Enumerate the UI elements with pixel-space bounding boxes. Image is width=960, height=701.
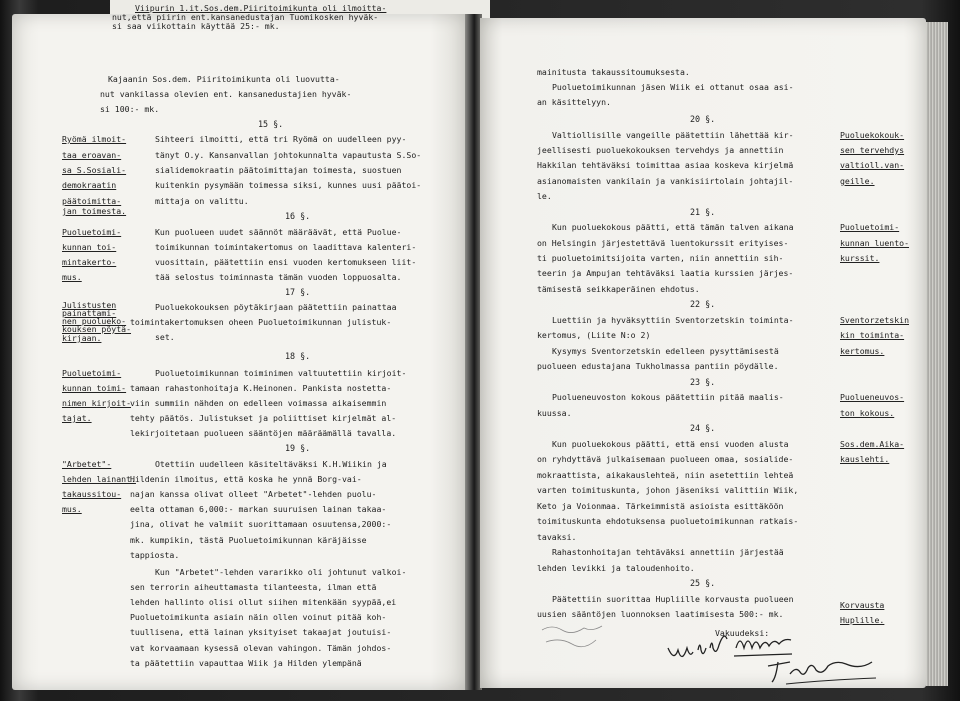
margin-note: kin toiminta- [840,330,905,340]
body-text-line: Kysymys Sventorzetskin edelleen pysyttämisestä [552,346,779,356]
body-text-line: Luettiin ja hyväksyttiin Sventorzetskin toiminta- [552,315,794,325]
margin-note: sen tervehdys [840,145,905,155]
signature-wiik [668,636,727,656]
body-text-line: Päätettiin suorittaa Hupliille korvausta puolueen [552,594,794,604]
body-text-line: jina, olivat he valmiit suorittamaan osuutensa,2000:- [130,519,392,529]
margin-note: päätoimitta- [62,196,122,206]
body-text-line: viin summiin nähden on edelleen voimassa aikaisemmin [130,398,387,408]
body-text-line: kuitenkin pysymään toimessa siksi, kunnes uusi päätoi- [155,180,422,190]
body-text-line: si 100:- mk. [100,104,160,114]
body-text-line: Rahastonhoitajan tehtäväksi annettiin järjestää [552,547,784,557]
body-text-line: uusien sääntöjen luonnoksen laatimisesta 500:- mk. [537,609,784,619]
margin-note: tajat. [62,413,92,423]
body-text-line: mittaja on valittu. [155,196,249,206]
body-text-line: le. [537,191,552,201]
margin-note: taa eroavan- [62,150,122,160]
body-text-line: Keto ja Voionmaa. Tärkeimmistä asioista esittäköön [537,501,784,511]
signature-taimin [768,662,876,684]
body-text-line: vuosittain, päätettiin ensi vuoden kertomukseen liit- [155,257,417,267]
body-text-line: vat korvaamaan kysessä olevan vahingon. Tämän johdos- [130,643,392,653]
margin-note: kertomus. [840,346,885,356]
body-text-line: tavaksi. [537,532,577,542]
margin-note: mus. [62,272,82,282]
margin-note: kauslehti. [840,454,890,464]
body-text-line: ta päätettiin vapauttaa Wiik ja Hilden ylempänä [130,658,362,668]
section-number: 24 §. [690,423,716,433]
body-text-line: tää selostus toiminnasta tämän vuoden loppuosalta. [155,272,402,282]
body-text-line: Kun puoluekokous päätti, että tämän talven aikana [552,222,794,232]
body-text-line: tamaan rahastonhoitaja K.Heinonen. Pankista nostetta- [130,383,392,393]
margin-note: geille. [840,176,875,186]
margin-note: Ryömä ilmoit- [62,134,127,144]
body-text-line: Kun puoluekokous päätti, että ensi vuoden alusta [552,439,789,449]
margin-note: kurssit. [840,253,880,263]
body-text-line: ti puoluetoimitsijoita varten, niin annettiin sih- [537,253,784,263]
margin-note: takaussitou- [62,489,122,499]
body-text-line: Puoluekokouksen pöytäkirjaan päätettiin painattaa [155,302,397,312]
margin-note: nen puolueko- [62,316,127,326]
body-text-line: mokraattista, aikakauslehteä, niin asetettiin lehteä [537,470,794,480]
top-strip-line: si saa viikottain käyttää 25:- mk. [112,21,280,31]
margin-note: Korvausta [840,600,885,610]
body-text-line: tämisestä seikkaperäinen ehdotus. [537,284,700,294]
body-text-line: set. [155,332,175,342]
top-strip-line: nut,että piirin ent.kansanedustajan Tuomikosken hyväk- [112,12,379,22]
margin-note: painattami- [62,308,117,318]
body-text-line: nut vankilassa olevien ent. kansanedustajien hyväk- [100,89,352,99]
body-text-line: Puoluetoimikunnan toiminimen valtuutettiin kirjoit- [155,368,407,378]
section-number: 22 §. [690,299,716,309]
body-text-line: Kajaanin Sos.dem. Piiritoimikunta oli luovutta- [108,74,340,84]
margin-note: lehden lainant. [62,474,136,484]
margin-note: mus. [62,504,82,514]
body-text-line: kertomus, (Liite N:o 2) [537,330,651,340]
body-text-line: lekirjoitetaan puolueen sääntöjen määräämällä tavalla. [130,428,397,438]
margin-note: kirjaan. [62,333,102,343]
page-edges [926,22,948,686]
section-number: 23 §. [690,377,716,387]
body-text-line: varten toimituskunta, johon jäseniksi valittiin Wiik, [537,485,799,495]
margin-note: Julistusten [62,300,117,310]
body-text-line: lehden hallinto olisi ollut siihen mitenkään syypää,ei [130,597,397,607]
margin-note: kunnan toi- [62,242,117,252]
top-strip-line: Viipurin 1.it.Sos.dem.Piiritoimikunta oli ilmoitta- [135,3,387,13]
body-text-line: tänyt O.y. Kansanvallan johtokunnalta vapautusta S.So- [155,150,422,160]
margin-note: Puoluetoimi- [840,222,900,232]
body-text-line: Valtiollisille vangeille päätettiin lähettää kir- [552,130,794,140]
section-number: 15 §. [258,119,284,129]
margin-note: Sos.dem.Aika- [840,439,905,449]
body-text-line: teerin ja Ampujan tehtäväksi laatia kurssien järjes- [537,268,794,278]
body-text-line: lehden levikki ja taloudenhoito. [537,563,695,573]
body-text-line: eelta ottaman 6,000:- markan suuruisen lainan takaa- [130,504,387,514]
faint-pencil-note [542,626,602,647]
body-text-line: Kun puolueen uudet säännöt määräävät, että Puolue- [155,227,402,237]
body-text-line: kuussa. [537,408,572,418]
section-number: 19 §. [285,443,311,453]
body-text-line: sen terrorin aiheuttamasta tilanteesta, ilman että [130,582,377,592]
signature-block [540,612,930,692]
body-text-line: toimintakertomuksen oheen Puoluetoimikunnan julistuk- [130,317,392,327]
body-text-line: toimikunnan toimintakertomus on laadittava kalenteri- [155,242,417,252]
margin-note: kouksen pöytä- [62,324,132,334]
body-text-line: asianomaisten vankilain ja vankisiirtolain johtajil- [537,176,794,186]
body-text-line: jeellisesti puoluekokouksen tervehdys ja annettiin [537,145,784,155]
body-text-line: Puolueneuvoston kokous päätettiin pitää maalis- [552,392,784,402]
margin-note: Puoluekokouk- [840,130,905,140]
body-text-line: Sihteeri ilmoitti, että tri Ryömä on uudelleen pyy- [155,134,407,144]
margin-note: sa S.Sosiali- [62,165,127,175]
margin-note: Puoluetoimi- [62,368,122,378]
body-text-line: puolueen edustajana Tukholmassa pantiin pöydälle. [537,361,779,371]
body-text-line: an käsittelyyn. [537,97,611,107]
section-number: 17 §. [285,287,311,297]
signature-manner [734,640,792,657]
section-number: 25 §. [690,578,716,588]
body-text-line: on Helsingin järjestettävä luentokurssit erityises- [537,238,789,248]
margin-note: kunnan toimi- [62,383,127,393]
body-text-line: tappiosta. [130,550,180,560]
section-number: 20 §. [690,114,716,124]
margin-note: kunnan luento- [840,238,910,248]
margin-note: valtioll.van- [840,160,905,170]
body-text-line: Otettiin uudelleen käsiteltäväksi K.H.Wiikin ja [155,459,387,469]
margin-note: Huplille. [840,615,885,625]
body-text-line: sialidemokraatin päätoimittajan toimesta, suostuen [155,165,402,175]
body-text-line: Kun "Arbetet"-lehden vararikko oli johtunut valkoi- [155,567,407,577]
margin-note: Puoluetoimi- [62,227,122,237]
body-text-line: toimituskunta ehdotuksensa puoluetoimikunnan ratkais- [537,516,799,526]
body-text-line: tuullisena, että lainan yksityiset takaajat joutuisi- [130,627,392,637]
body-text-line: najan kanssa olivat olleet "Arbetet"-lehden puolu- [130,489,377,499]
margin-note: nimen kirjoit- [62,398,132,408]
section-number: 16 §. [285,211,311,221]
margin-note: "Arbetet"- [62,459,112,469]
margin-note: Puolueneuvos- [840,392,905,402]
body-text-line: Hildenin ilmoitus, että koska he ynnä Borg-vai- [130,474,362,484]
margin-note: demokraatin [62,180,117,190]
margin-note: mintakerto- [62,257,117,267]
body-text-line: mk. kumpikin, tästä Puoluetoimikunnan käräjäisse [130,535,367,545]
margin-note: jan toimesta. [62,206,127,216]
body-text-line: tehty päätös. Julistukset ja poliittiset kirjelmät al- [130,413,397,423]
section-number: 21 §. [690,207,716,217]
body-text-line: Puoluetoimikunta asiain näin ollen voinut pitää koh- [130,612,387,622]
section-number: 18 §. [285,351,311,361]
body-text-line: on ryhdyttävä julkaisemaan puolueen omaa, sosialide- [537,454,794,464]
margin-note: ton kokous. [840,408,895,418]
body-text-line: Hakkilan tehtäväksi toimittaa asiaa koskeva kirjelmä [537,160,794,170]
body-text-line: mainitusta takaussitoumuksesta. [537,67,690,77]
margin-note: Sventorzetskin [840,315,910,325]
body-text-line: Vakuudeksi: [715,628,770,638]
body-text-line: Puoluetoimikunnan jäsen Wiik ei ottanut osaa asi- [552,82,794,92]
